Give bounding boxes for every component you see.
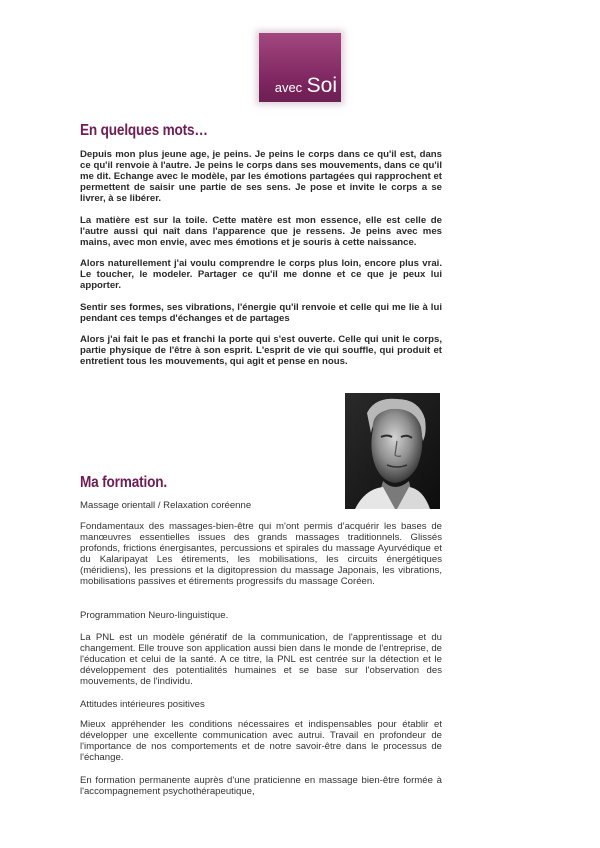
intro-paragraph-3: Alors naturellement j'ai voulu comprendre le corps plus loin, encore plus vrai. Le toucher, le modeler. Partager ce qu'il me donne et ce que je peux lui apporter.	[80, 258, 442, 291]
formation-subtitle-pnl: Programmation Neuro-linguistique.	[80, 610, 229, 621]
intro-paragraph-1: Depuis mon plus jeune age, je peins. Je peins le corps dans ce qu'il est, dans ce qu'il renvoie à l'autre. Je peins le corps dans ses mouvements, dans ce qu'il me dit. Echange avec le modèle, par les émotions partagées qui rapprochent et permettent de saisir une partie de ses sens. Je pose et invite le corps a se livrer, à se libérer.	[80, 149, 442, 204]
logo-text-soi: Soi	[306, 74, 337, 97]
formation-paragraph-massage: Fondamentaux des massages-bien-être qui m'ont permis d'acquérir les bases de manœuvres essentielles issues des grands massages traditionnels. Glissés profonds, frictions énergisantes, percussions et spirales du massage Ayurvédique et du Kalaripayat Les étirements, les mobilisations, les circuits énergétiques (méridiens), les pressions et la digitopression du massage Japonais, les vibrations, mobilisations passives et étirements progressifs du massage Coréen.	[80, 521, 442, 587]
portrait-drawing	[345, 393, 440, 509]
section-title-ma-formation: Ma formation.	[80, 474, 167, 491]
formation-paragraph-pnl: La PNL est un modèle génératif de la communication, de l'apprentissage et du changement. Elle trouve son application aussi bien dans le monde de l'entreprise, de l'éducation et celui de la santé. A ce titre, la PNL est centrée sur la détection et le développement des potentialités humaines et se base sur l'observation des mouvements, de l'individu.	[80, 632, 442, 687]
section-title-en-quelques-mots: En quelques mots…	[80, 122, 208, 139]
formation-subtitle-massage: Massage orientall / Relaxation coréenne	[80, 500, 252, 511]
formation-paragraph-attitudes: Mieux appréhender les conditions nécessaires et indispensables pour établir et développer une excellente communication avec autrui. Travail en profondeur de l'importance de nos comportements et de notre savoir-être dans le processus de l'échange.	[80, 719, 442, 763]
intro-paragraph-4: Sentir ses formes, ses vibrations, l'énergie qu'il renvoie et celle qui me lie à lui pendant ces temps d'échanges et de partages	[80, 302, 442, 324]
formation-subtitle-attitudes: Attitudes intérieures positives	[80, 699, 205, 710]
intro-paragraph-2: La matière est sur la toile. Cette matère est mon essence, elle est celle de l'autre aussi qui naît dans l'apparence que je ressens. Je peins avec mes mains, avec mon envie, avec mes émotions et je souris à cette naissance.	[80, 215, 442, 248]
intro-paragraph-5: Alors j'ai fait le pas et franchi la porte qui s'est ouverte. Celle qui unit le corps, partie physique de l'être à son esprit. L'esprit de vie qui souffle, qui produit et entretient tous les mouvements, qui agit et pense en nous.	[80, 334, 442, 367]
logo-text	[275, 74, 337, 98]
portrait-photo	[345, 393, 440, 509]
formation-paragraph-permanente: En formation permanente auprès d'une praticienne en massage bien-être formée à l'accompagnement psychothérapeutique,	[80, 775, 442, 797]
logo-text-avec: avec	[274, 80, 303, 95]
avec-soi-logo	[259, 33, 341, 102]
